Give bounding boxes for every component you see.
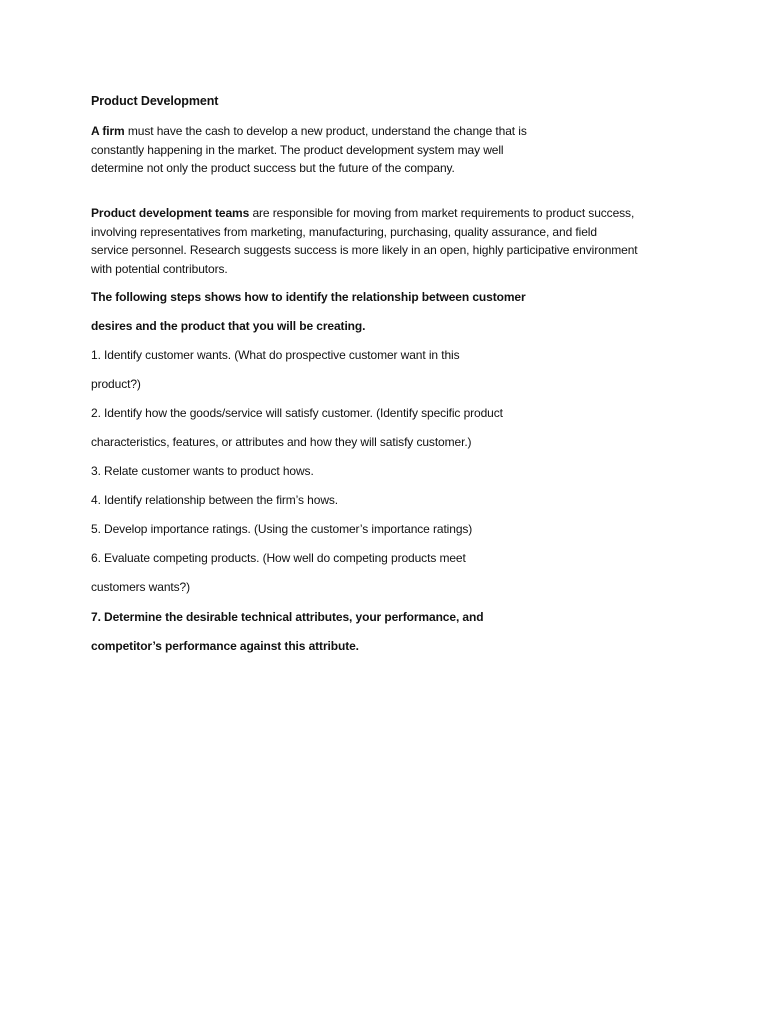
step-line-4: characteristics, features, or attributes and how they will satisfy customer.) bbox=[91, 435, 472, 449]
paragraph-firm-line-1: must have the cash to develop a new product, understand the change that is bbox=[124, 124, 527, 138]
step-line-7: 5. Develop importance ratings. (Using the customer’s importance ratings) bbox=[91, 522, 473, 536]
paragraph-teams bbox=[91, 204, 638, 278]
intro-line-1: The following steps shows how to identify the relationship between customer bbox=[91, 290, 526, 304]
paragraph-teams-line-2: involving representatives from marketing, manufacturing, purchasing, quality assurance, and field bbox=[91, 224, 597, 239]
paragraph-teams-line-4: with potential contributors. bbox=[91, 261, 228, 276]
step-line-3: 2. Identify how the goods/service will satisfy customer. (Identify specific product bbox=[91, 406, 503, 420]
step-line-10: 7. Determine the desirable technical attributes, your performance, and bbox=[91, 610, 484, 624]
paragraph-teams-line-3: service personnel. Research suggests success is more likely in an open, highly participative environment bbox=[91, 243, 638, 257]
paragraph-teams-lead: Product development teams bbox=[91, 206, 250, 220]
step-line-5: 3. Relate customer wants to product hows. bbox=[91, 464, 314, 478]
step-line-2: product?) bbox=[91, 377, 141, 391]
step-line-6: 4. Identify relationship between the firm’s hows. bbox=[91, 493, 339, 507]
paragraph-firm-lead: A firm bbox=[91, 124, 125, 138]
step-line-1: 1. Identify customer wants. (What do prospective customer want in this bbox=[91, 348, 460, 362]
paragraph-teams-line-1: are responsible for moving from market requirements to product success, bbox=[249, 206, 635, 220]
step-line-9: customers wants?) bbox=[91, 580, 190, 594]
step-line-8: 6. Evaluate competing products. (How well do competing products meet bbox=[91, 551, 466, 565]
intro-line-2: desires and the product that you will be creating. bbox=[91, 319, 366, 333]
document-title: Product Development bbox=[91, 94, 219, 108]
paragraph-firm bbox=[91, 122, 527, 178]
paragraph-firm-line-3: determine not only the product success but the future of the company. bbox=[91, 161, 455, 175]
step-line-11: competitor’s performance against this attribute. bbox=[91, 639, 359, 653]
paragraph-firm-line-2: constantly happening in the market. The product development system may well bbox=[91, 142, 504, 157]
